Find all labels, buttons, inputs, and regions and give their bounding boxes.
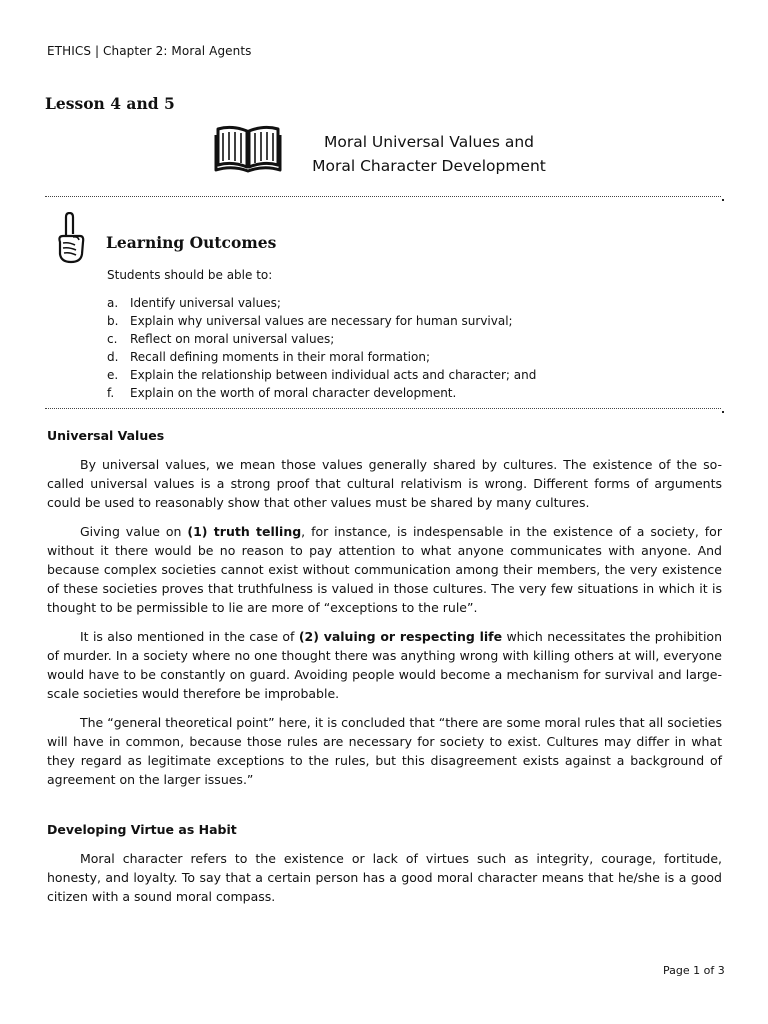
list-item-letter: d. [107,350,119,364]
lesson-label: Lesson 4 and 5 [45,94,175,113]
list-item-text: Explain why universal values are necessary for human survival; [130,314,513,328]
list-item-text: Reflect on moral universal values; [130,332,335,346]
list-item-letter: c. [107,332,118,346]
list-item [107,384,536,402]
pointing-hand-icon [55,212,85,264]
paragraph-text: which necessitates the prohibition of murder. In a society where no one thought there was anything wrong with killing others at will, everyone would have to be constantly on guard. Avoiding people would become a mechanism for survival and large-scale societies would therefore be improbable. [47,629,722,701]
universal-values-paragraph-4: The “general theoretical point” here, it is concluded that “there are some moral rules that all societies will have in common, because those rules are necessary for society to exist. Cultures may differ in what they regard as legitimate exceptions to the rules, but this disagreement exists against a background of agreement on the larger issues.” [47,715,722,787]
running-header: ETHICS | Chapter 2: Moral Agents [47,44,252,58]
developing-virtue-paragraph-1: Moral character refers to the existence or lack of virtues such as integrity, courage, fortitude, honesty, and loyalty. To say that a certain person has a good moral character means that he/she is a good citizen with a sound moral compass. [47,851,722,904]
list-item [107,330,536,348]
document-title [290,130,568,178]
open-book-icon [214,123,282,173]
list-item [107,348,536,366]
list-item-text: Explain the relationship between individual acts and character; and [130,368,537,382]
paragraph-text: , for instance, is indespensable in the existence of a society, for without it there would be no reason to pay attention to what anyone communicates with anyone. And because complex societies cannot exist without communication among their members, the very existence of these societies proves that truthfulness is valued in those cultures. The very few situations in which it is thought to be permissible to lie are more of “exceptions to the rule”. [47,524,722,615]
list-item-letter: e. [107,368,119,382]
list-item-letter: f. [107,386,115,400]
paragraph-text: It is also mentioned in the case of [80,629,299,644]
emphasis-respecting-life: (2) valuing or respecting life [298,629,503,644]
learning-outcomes-list [107,294,536,402]
universal-values-paragraph-3 [47,627,722,703]
page-number: Page 1 of 3 [663,964,725,977]
list-item [107,312,536,330]
list-item-text: Identify universal values; [130,296,281,310]
emphasis-truth-telling: (1) truth telling [187,524,302,539]
title-line-1: Moral Universal Values and [323,133,535,151]
universal-values-paragraph-2 [47,522,722,617]
paragraph-text: Giving value on [80,524,188,539]
learning-outcomes-intro: Students should be able to: [107,268,273,282]
learning-outcomes-heading: Learning Outcomes [106,233,277,252]
developing-virtue-heading: Developing Virtue as Habit [47,822,237,837]
universal-values-paragraph-1: By universal values, we mean those values generally shared by cultures. The existence of the so-called universal values is a strong proof that cultural relativism is wrong. Different forms of arguments could be used to reasonably show that other values must be shared by many cultures. [47,457,722,510]
universal-values-heading: Universal Values [47,428,165,443]
list-item-text: Recall defining moments in their moral formation; [130,350,430,364]
list-item-letter: b. [107,314,119,328]
divider-bottom [45,408,721,409]
list-item [107,366,536,384]
list-item-text: Explain on the worth of moral character development. [130,386,457,400]
list-item [107,294,536,312]
title-line-2: Moral Character Development [312,157,546,175]
list-item-letter: a. [107,296,119,310]
divider-top [45,196,721,197]
